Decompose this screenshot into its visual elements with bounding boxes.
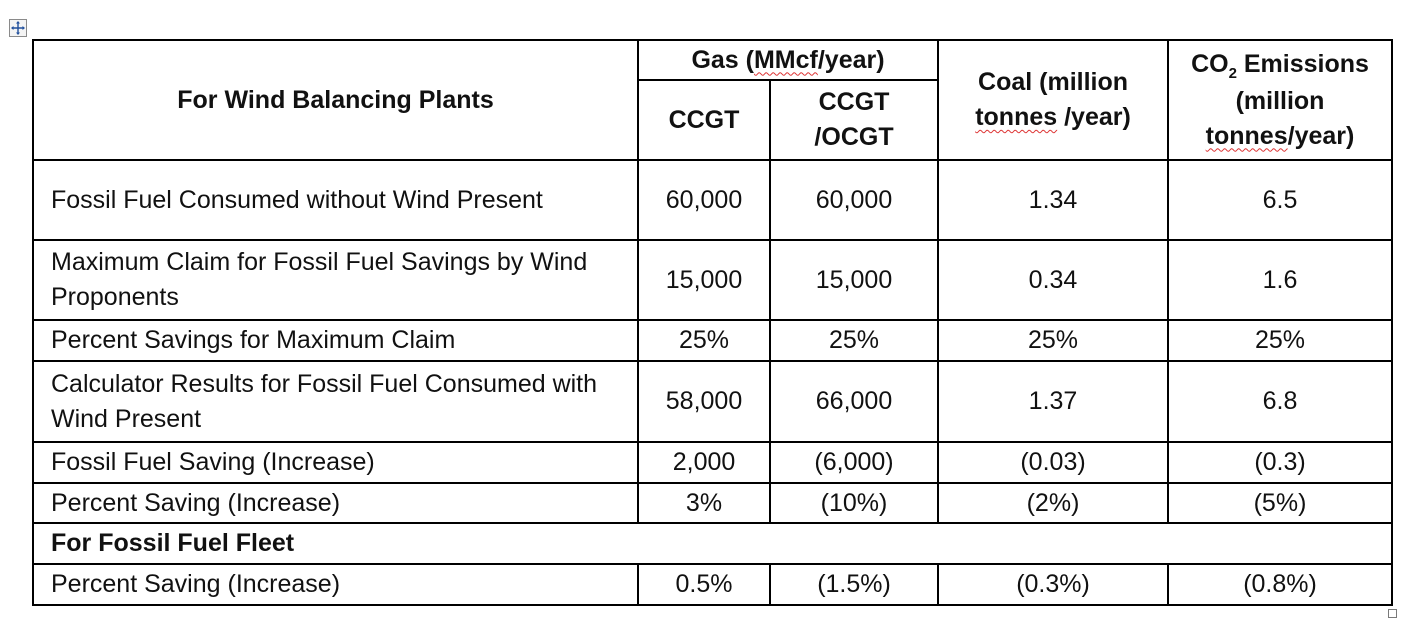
- ccgt-ocgt-cell: (6,000): [770, 442, 938, 483]
- coal-cell: 0.34: [938, 240, 1168, 320]
- co2-header-subscript: 2: [1228, 64, 1237, 82]
- section-title: For Fossil Fuel Fleet: [33, 523, 1392, 564]
- ccgt-ocgt-cell: (1.5%): [770, 564, 938, 605]
- co2-cell: 1.6: [1168, 240, 1392, 320]
- gas-header-suffix: /year): [817, 45, 885, 74]
- table-move-handle-icon[interactable]: [9, 19, 27, 37]
- gas-header-prefix: Gas (: [691, 45, 754, 74]
- table-row: [33, 564, 1392, 605]
- ccgt-cell: 3%: [638, 483, 770, 523]
- table-row: [33, 160, 1392, 240]
- ccgt-cell: 15,000: [638, 240, 770, 320]
- coal-cell: 25%: [938, 320, 1168, 361]
- coal-header-rest: /year): [1057, 103, 1131, 131]
- ccgt-ocgt-header: [770, 80, 938, 160]
- row-label: Maximum Claim for Fossil Fuel Savings by Wind Proponents: [33, 240, 638, 320]
- table-row: [33, 361, 1392, 442]
- coal-header-line1: Coal (million: [978, 68, 1129, 96]
- coal-cell: (0.03): [938, 442, 1168, 483]
- co2-header-rest: /year): [1287, 121, 1355, 150]
- coal-cell: 1.34: [938, 160, 1168, 240]
- coal-header: [938, 40, 1168, 160]
- coal-cell: (0.3%): [938, 564, 1168, 605]
- gas-header-unit: MMcf: [753, 45, 818, 74]
- ccgt-cell: 2,000: [638, 442, 770, 483]
- co2-cell: 6.8: [1168, 361, 1392, 442]
- ccgt-ocgt-cell: 60,000: [770, 160, 938, 240]
- co2-cell: 6.5: [1168, 160, 1392, 240]
- section-row: [33, 523, 1392, 564]
- ccgt-header: CCGT: [638, 80, 770, 160]
- table-row: [33, 240, 1392, 320]
- fuel-savings-table: [32, 39, 1393, 606]
- row-label: Fossil Fuel Consumed without Wind Present: [33, 160, 638, 240]
- co2-cell: (5%): [1168, 483, 1392, 523]
- ccgt-ocgt-cell: (10%): [770, 483, 938, 523]
- ccgt-cell: 0.5%: [638, 564, 770, 605]
- coal-cell: 1.37: [938, 361, 1168, 442]
- ccgt-cell: 25%: [638, 320, 770, 361]
- row-label: Percent Savings for Maximum Claim: [33, 320, 638, 361]
- co2-header-prefix: CO: [1191, 49, 1229, 78]
- co2-header: [1168, 40, 1392, 160]
- ccgt-ocgt-cell: 66,000: [770, 361, 938, 442]
- ccgt-cell: 60,000: [638, 160, 770, 240]
- ccgt-ocgt-header-line1: CCGT: [818, 88, 890, 116]
- row-label: Percent Saving (Increase): [33, 483, 638, 523]
- move-cross-arrows-icon: [10, 20, 26, 36]
- co2-cell: (0.3): [1168, 442, 1392, 483]
- co2-header-line2: (million: [1235, 86, 1325, 115]
- co2-header-word: tonnes: [1205, 121, 1288, 150]
- co2-cell: (0.8%): [1168, 564, 1392, 605]
- row-label: Calculator Results for Fossil Fuel Consumed with Wind Present: [33, 361, 638, 442]
- co2-cell: 25%: [1168, 320, 1392, 361]
- table-row: [33, 483, 1392, 523]
- coal-header-word: tonnes: [975, 103, 1058, 131]
- ccgt-ocgt-cell: 25%: [770, 320, 938, 361]
- row-label: Percent Saving (Increase): [33, 564, 638, 605]
- header-row-1: [33, 40, 1392, 80]
- table-row: [33, 442, 1392, 483]
- table-resize-handle-icon[interactable]: [1388, 609, 1397, 618]
- ccgt-ocgt-header-line2: /OCGT: [814, 123, 894, 151]
- coal-cell: (2%): [938, 483, 1168, 523]
- row-label: Fossil Fuel Saving (Increase): [33, 442, 638, 483]
- table-row: [33, 320, 1392, 361]
- ccgt-cell: 58,000: [638, 361, 770, 442]
- co2-header-suffix: Emissions: [1236, 49, 1369, 78]
- gas-group-header: [638, 40, 938, 80]
- ccgt-ocgt-cell: 15,000: [770, 240, 938, 320]
- row-header-cell: For Wind Balancing Plants: [33, 40, 638, 160]
